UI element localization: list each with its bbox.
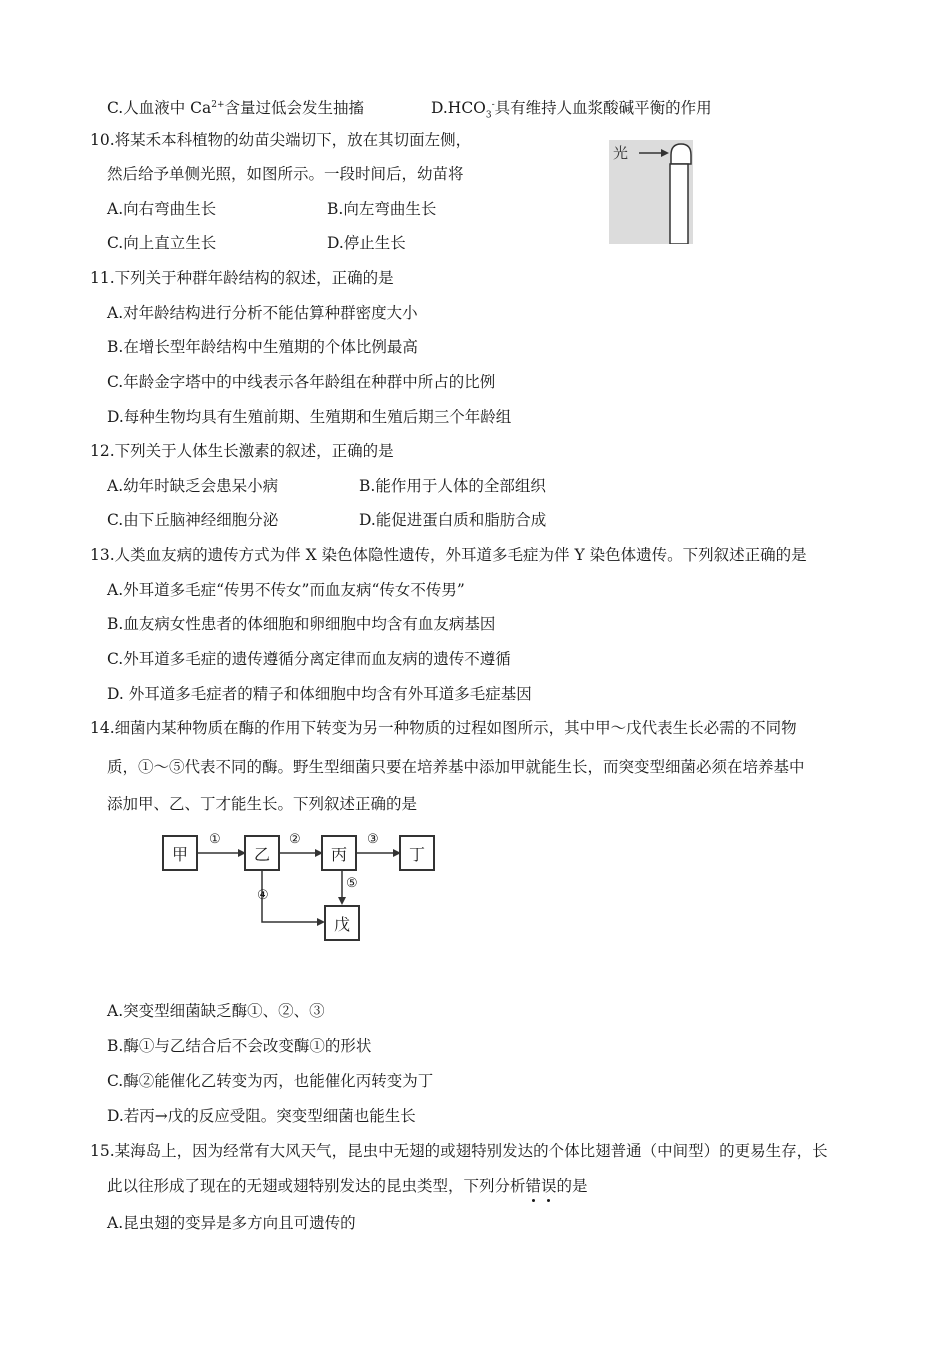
q13-option-d: D. 外耳道多毛症者的精子和体细胞中均含有外耳道多毛症基因 bbox=[107, 685, 532, 703]
emphasis-char: 错 bbox=[526, 1177, 542, 1195]
metabolic-pathway-diagram bbox=[150, 825, 450, 950]
q9-option-d: $D.HCO_3^-$具有维持人血浆酸碱平衡的作用 bbox=[431, 99, 712, 121]
q12-option-b: B.能作用于人体的全部组织 bbox=[359, 477, 546, 495]
q10-stem-line1: 10.将某禾本科植物的幼苗尖端切下，放在其切面左侧， bbox=[90, 131, 472, 149]
seedling-light-figure bbox=[609, 140, 693, 244]
q14-stem-line1: 14.细菌内某种物质在酶的作用下转变为另一种物质的过程如图所示，其中甲～戊代表生长必需的不同物 bbox=[90, 719, 797, 737]
q11-option-b: B.在增长型年龄结构中生殖期的个体比例最高 bbox=[107, 338, 418, 356]
light-label: 光 bbox=[613, 144, 629, 162]
enzyme-3-label: ③ bbox=[367, 832, 379, 847]
seedling-diagram bbox=[609, 140, 693, 244]
q12-option-a: A.幼年时缺乏会患呆小病 bbox=[107, 477, 279, 495]
enzyme-4-label: ④ bbox=[257, 888, 269, 903]
q15-stem-line2: 此以往形成了现在的无翅或翅特别发达的昆虫类型，下列分析错 误 的是 bbox=[107, 1176, 588, 1196]
q11-stem: 11.下列关于种群年龄结构的叙述，正确的是 bbox=[90, 269, 394, 287]
emphasis-char: 误 bbox=[541, 1177, 557, 1195]
q10-option-b: B.向左弯曲生长 bbox=[327, 200, 437, 218]
q9-option-c: C.人血液中 $Ca^{2+}$含量过低会发生抽搐 bbox=[107, 99, 365, 118]
q14-option-c: C.酶②能催化乙转变为丙，也能催化丙转变为丁 bbox=[107, 1072, 434, 1090]
q11-option-c: C.年龄金字塔中的中线表示各年龄组在种群中所占的比例 bbox=[107, 373, 496, 391]
q14-option-b: B.酶①与乙结合后不会改变酶①的形状 bbox=[107, 1037, 372, 1055]
node-bing: 丙 bbox=[321, 835, 357, 871]
q10-option-a: A.向右弯曲生长 bbox=[107, 200, 217, 218]
node-wu: 戊 bbox=[324, 905, 360, 941]
q14-stem-line2: 质，①～⑤代表不同的酶。野生型细菌只要在培养基中添加甲就能生长，而突变型细菌必须在培养基中 bbox=[107, 758, 805, 776]
node-yi: 乙 bbox=[244, 835, 280, 871]
q13-option-c: C.外耳道多毛症的遗传遵循分离定律而血友病的遗传不遵循 bbox=[107, 650, 511, 668]
q13-option-a: A.外耳道多毛症“传男不传女”而血友病“传女不传男” bbox=[107, 581, 465, 599]
q13-stem: 13.人类血友病的遗传方式为伴 X 染色体隐性遗传，外耳道多毛症为伴 Y 染色体遗传。下列叙述正确的是 bbox=[90, 546, 807, 564]
q14-option-d: D.若丙→戊的反应受阻。突变型细菌也能生长 bbox=[107, 1107, 416, 1125]
node-jia: 甲 bbox=[162, 835, 198, 871]
q11-option-a: A.对年龄结构进行分析不能估算种群密度大小 bbox=[107, 304, 418, 322]
q14-stem-line3: 添加甲、乙、丁才能生长。下列叙述正确的是 bbox=[107, 795, 418, 813]
q15-stem-line1: 15.某海岛上，因为经常有大风天气，昆虫中无翅的或翅特别发达的个体比翅普通（中间型）的更易生存，长 bbox=[90, 1142, 828, 1160]
q12-stem: 12.下列关于人体生长激素的叙述，正确的是 bbox=[90, 442, 394, 460]
q11-option-d: D.每种生物均具有生殖前期、生殖期和生殖后期三个年龄组 bbox=[107, 408, 512, 426]
q12-option-d: D.能促进蛋白质和脂肪合成 bbox=[359, 511, 547, 529]
q12-option-c: C.由下丘脑神经细胞分泌 bbox=[107, 511, 279, 529]
q10-stem-line2: 然后给予单侧光照，如图所示。一段时间后，幼苗将 bbox=[107, 165, 464, 183]
enzyme-2-label: ② bbox=[289, 832, 301, 847]
q10-option-c: C.向上直立生长 bbox=[107, 234, 217, 252]
node-ding: 丁 bbox=[399, 835, 435, 871]
q14-option-a: A.突变型细菌缺乏酶①、②、③ bbox=[107, 1002, 325, 1020]
q10-option-d: D.停止生长 bbox=[327, 234, 406, 252]
enzyme-1-label: ① bbox=[209, 832, 221, 847]
q15-option-a: A.昆虫翅的变异是多方向且可遗传的 bbox=[107, 1214, 356, 1232]
enzyme-5-label: ⑤ bbox=[346, 876, 358, 891]
q13-option-b: B.血友病女性患者的体细胞和卵细胞中均含有血友病基因 bbox=[107, 615, 496, 633]
